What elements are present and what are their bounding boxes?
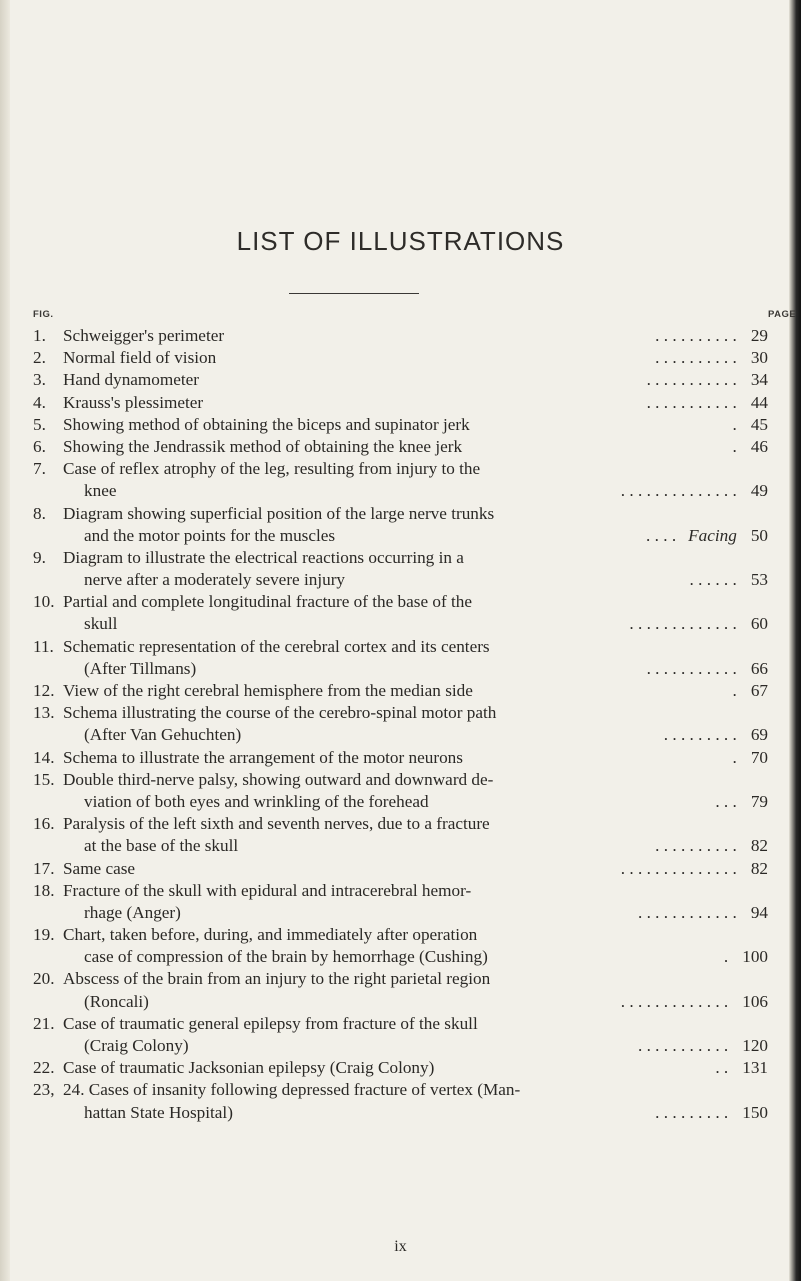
- figure-number: 17.: [33, 858, 55, 878]
- page-ref: 120: [742, 1036, 768, 1055]
- figure-caption: knee: [84, 481, 117, 501]
- list-item-line: [0, 369, 801, 391]
- page-ref: 60: [750, 614, 768, 634]
- figure-number: 13.: [33, 703, 55, 723]
- figure-caption: (Craig Colony): [84, 1036, 189, 1055]
- dot-leader: . . . . . . . . . . .: [637, 1036, 729, 1055]
- figure-caption: Hand dynamometer: [63, 370, 200, 390]
- figure-number: 9.: [33, 547, 46, 567]
- page-ref: 30: [750, 348, 768, 368]
- figure-caption: Krauss's plessimeter: [63, 392, 204, 412]
- figure-caption: (After Van Gehuchten): [84, 725, 242, 745]
- dot-leader: .: [732, 747, 737, 767]
- page-ref: 106: [742, 991, 768, 1011]
- figure-number: 15.: [33, 769, 55, 789]
- figure-number: 3.: [33, 370, 46, 390]
- figure-number: 4.: [33, 392, 46, 412]
- dot-leader: . .: [715, 1058, 729, 1078]
- list-item-line: [0, 991, 801, 1013]
- dot-leader: . . . . . . . . . . . . . .: [620, 858, 737, 878]
- dot-leader: . . . . . . . . . .: [655, 348, 737, 368]
- figure-caption: Partial and complete longitudinal fracture of the base of the: [63, 592, 473, 612]
- fig-column-header: FIG.: [33, 309, 54, 320]
- dot-leader: . . . . . . . . . . . .: [637, 902, 737, 922]
- illustrations-list: [0, 325, 801, 1124]
- list-item-line: [0, 547, 801, 569]
- list-item-line: [0, 769, 801, 791]
- dot-leader: .: [723, 947, 729, 967]
- figure-number: 8.: [33, 503, 46, 523]
- figure-caption: viation of both eyes and wrinkling of the forehead: [84, 791, 429, 811]
- figure-number: 18.: [33, 880, 55, 900]
- dot-leader: . . . . . . . . . . . . . .: [620, 481, 737, 501]
- figure-caption: Schema to illustrate the arrangement of the motor neurons: [63, 747, 463, 767]
- figure-caption: Same case: [63, 858, 136, 878]
- page-number: ix: [394, 1238, 407, 1255]
- figure-caption: Abscess of the brain from an injury to the right parietal region: [63, 969, 491, 989]
- dot-leader: . . . . . . . . .: [655, 1102, 729, 1122]
- list-item-line: [0, 813, 801, 835]
- figure-number: 23,: [33, 1080, 55, 1100]
- figure-caption: View of the right cerebral hemisphere from the median side: [63, 681, 473, 700]
- page-title: LIST OF ILLUSTRATIONS: [236, 226, 565, 256]
- figure-caption: 24. Cases of insanity following depressed fracture of vertex (Man-: [63, 1080, 521, 1100]
- page-ref: 46: [750, 436, 768, 456]
- dot-leader: . . . . . . . . . .: [655, 836, 737, 856]
- list-item-line: [0, 613, 801, 635]
- page-ref: 49: [750, 481, 768, 501]
- list-item-line: [0, 414, 801, 436]
- figure-number: 22.: [33, 1058, 55, 1078]
- figure-number: 16.: [33, 814, 55, 834]
- list-item-line: [0, 1013, 801, 1035]
- list-item-line: [0, 525, 801, 547]
- page-ref: 69: [750, 725, 768, 745]
- list-item-line: [0, 791, 801, 813]
- page-ref: 82: [750, 858, 768, 878]
- page-ref: 131: [742, 1058, 768, 1078]
- page-ref: 29: [750, 326, 768, 345]
- facing-label: Facing: [688, 525, 737, 545]
- figure-caption: Case of traumatic Jacksonian epilepsy (Craig Colony): [63, 1058, 435, 1078]
- figure-caption: hattan State Hospital): [84, 1102, 233, 1122]
- list-item-line: [0, 702, 801, 724]
- figure-caption: Diagram to illustrate the electrical reactions occurring in a: [63, 547, 464, 567]
- list-item-line: [0, 680, 801, 702]
- figure-number: 12.: [33, 681, 55, 700]
- page-column-header: PAGE: [768, 309, 797, 320]
- list-item-line: [0, 569, 801, 591]
- page-ref: 100: [742, 947, 768, 967]
- list-item-line: [0, 325, 801, 347]
- figure-caption: Schweigger's perimeter: [63, 326, 225, 345]
- figure-caption: Diagram showing superficial position of the large nerve trunks: [63, 503, 495, 523]
- list-item-line: [0, 658, 801, 680]
- list-item-line: [0, 436, 801, 458]
- dot-leader: . . . . . . . . . . . . .: [629, 614, 737, 634]
- list-item-line: [0, 924, 801, 946]
- figure-number: 19.: [33, 925, 55, 945]
- list-item-line: [0, 724, 801, 746]
- figure-number: 7.: [33, 459, 46, 479]
- figure-number: 1.: [33, 326, 46, 345]
- dot-leader: . . .: [715, 791, 737, 811]
- dot-leader: .: [732, 414, 737, 434]
- list-item-line: [0, 1057, 801, 1079]
- figure-number: 2.: [33, 348, 46, 368]
- page-ref: 34: [750, 370, 768, 390]
- figure-caption: Fracture of the skull with epidural and intracerebral hemor-: [63, 880, 472, 900]
- figure-caption: Showing method of obtaining the biceps and supinator jerk: [63, 414, 470, 434]
- list-item-line: [0, 902, 801, 924]
- figure-caption: Schema illustrating the course of the cerebro-spinal motor path: [63, 703, 497, 723]
- dot-leader: . . . . . . . . . . .: [646, 658, 737, 678]
- figure-caption: Schematic representation of the cerebral cortex and its centers: [63, 636, 490, 656]
- figure-number: 14.: [33, 747, 55, 767]
- list-item-line: [0, 1079, 801, 1101]
- dot-leader: .: [732, 681, 737, 700]
- figure-caption: (After Tillmans): [84, 658, 197, 678]
- figure-caption: Case of traumatic general epilepsy from fracture of the skull: [63, 1013, 478, 1033]
- list-item-line: [0, 968, 801, 990]
- list-item-line: [0, 1035, 801, 1057]
- dot-leader: . . . . . . . . .: [663, 725, 737, 745]
- figure-number: 5.: [33, 414, 46, 434]
- page-ref: 70: [750, 747, 768, 767]
- list-item-line: [0, 392, 801, 414]
- page-ref: 150: [742, 1102, 768, 1122]
- figure-caption: rhage (Anger): [84, 902, 181, 922]
- list-item-line: [0, 636, 801, 658]
- figure-number: 6.: [33, 436, 46, 456]
- figure-caption: Double third-nerve palsy, showing outward and downward de-: [63, 769, 494, 789]
- list-item-line: [0, 880, 801, 902]
- page-ref: 44: [750, 392, 768, 412]
- figure-caption: skull: [84, 614, 118, 634]
- list-item-line: [0, 946, 801, 968]
- page-ref: 82: [750, 836, 768, 856]
- figure-number: 21.: [33, 1013, 55, 1033]
- figure-caption: (Roncali): [84, 991, 149, 1011]
- dot-leader: . . . . . . . . . . .: [646, 392, 737, 412]
- list-item-line: [0, 1102, 801, 1124]
- dot-leader: . . . . . .: [689, 570, 737, 590]
- list-item-line: [0, 347, 801, 369]
- dot-leader: . . . . . . . . . . .: [646, 370, 737, 390]
- figure-number: 20.: [33, 969, 55, 989]
- page-ref: 45: [750, 414, 768, 434]
- dot-leader: . . . . . . . . . . . . .: [620, 991, 729, 1011]
- figure-caption: Paralysis of the left sixth and seventh nerves, due to a fracture: [63, 814, 490, 834]
- page-ref: 79: [750, 791, 768, 811]
- figure-caption: Normal field of vision: [63, 348, 217, 368]
- dot-leader: . . . .: [646, 525, 677, 545]
- list-item-line: [0, 503, 801, 525]
- figure-caption: Showing the Jendrassik method of obtaining the knee jerk: [63, 436, 463, 456]
- page-ref: 50: [750, 525, 768, 545]
- dot-leader: .: [732, 436, 737, 456]
- page-ref: 67: [750, 681, 768, 700]
- title-rule: [289, 293, 419, 294]
- list-item-line: [0, 591, 801, 613]
- list-item-line: [0, 747, 801, 769]
- figure-number: 11.: [33, 636, 54, 656]
- list-item-line: [0, 858, 801, 880]
- list-item-line: [0, 458, 801, 480]
- figure-caption: nerve after a moderately severe injury: [84, 570, 346, 590]
- figure-caption: Case of reflex atrophy of the leg, resulting from injury to the: [63, 459, 481, 479]
- page-ref: 66: [750, 658, 768, 678]
- figure-number: 10.: [33, 592, 55, 612]
- page-ref: 94: [750, 902, 768, 922]
- page-ref: 53: [750, 570, 768, 590]
- figure-caption: at the base of the skull: [84, 836, 239, 856]
- figure-caption: Chart, taken before, during, and immediately after operation: [63, 925, 478, 945]
- figure-caption: and the motor points for the muscles: [84, 525, 336, 545]
- list-item-line: [0, 480, 801, 502]
- list-item-line: [0, 835, 801, 857]
- dot-leader: . . . . . . . . . .: [655, 326, 737, 345]
- figure-caption: case of compression of the brain by hemorrhage (Cushing): [84, 947, 488, 967]
